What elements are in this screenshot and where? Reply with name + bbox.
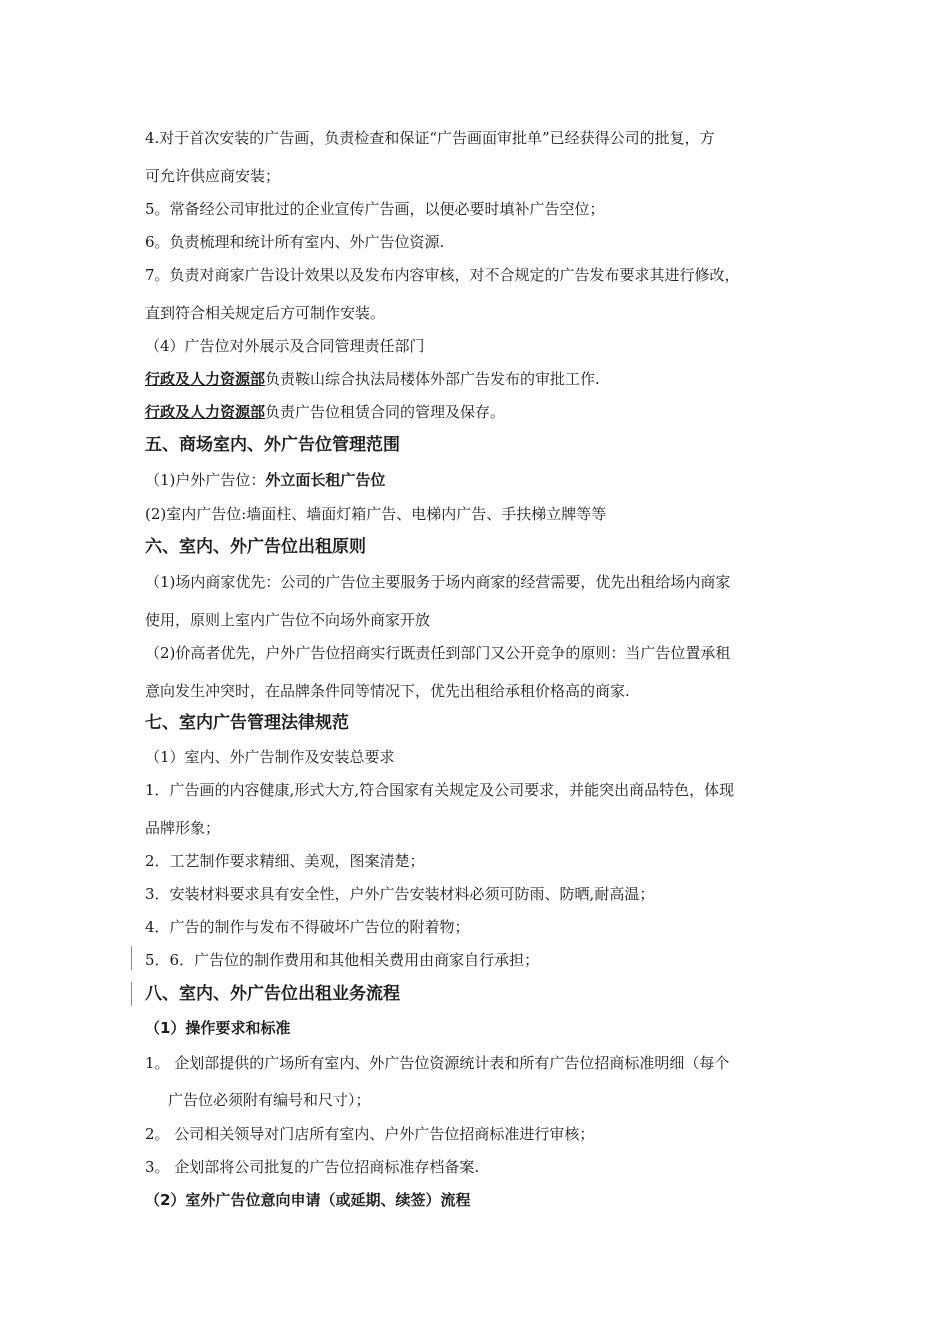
text-line: 可允许供应商安装；	[145, 167, 281, 185]
text-line: 直到符合相关规定后方可制作安装。	[145, 304, 386, 322]
change-bar	[131, 946, 132, 970]
text-line: 3．安装材料要求具有安全性，户外广告安装材料必须可防雨、防晒,耐高温；	[145, 885, 655, 903]
text-line: 3。 企划部将公司批复的广告位招商标准存档备案.	[145, 1158, 480, 1176]
section-heading: 七、室内广告管理法律规范	[145, 713, 349, 733]
text-line: 4．广告的制作与发布不得破坏广告位的附着物；	[145, 918, 470, 936]
text-line: 7。负责对商家广告设计效果以及发布内容审核，对不合规定的广告发布要求其进行修改，	[145, 266, 740, 284]
text-line: 1．广告画的内容健康,形式大方,符合国家有关规定及公司要求，并能突出商品特色，体现	[145, 781, 735, 799]
department-name: 行政及人力资源部	[145, 370, 266, 388]
text-line: 5。常备经公司审批过的企业宣传广告画，以便必要时填补广告空位；	[145, 200, 605, 218]
text-line: 2。 公司相关领导对门店所有室内、户外广告位招商标准进行审核；	[145, 1125, 595, 1143]
text-line: 意向发生冲突时，在品牌条件同等情况下，优先出租给承租价格高的商家.	[145, 682, 630, 700]
text-line: 1。 企划部提供的广场所有室内、外广告位资源统计表和所有广告位招商标准明细（每个	[145, 1054, 730, 1072]
text-line	[145, 402, 505, 422]
text-line: 6。负责梳理和统计所有室内、外广告位资源.	[145, 233, 445, 251]
text-line: （2)价高者优先，户外广告位招商实行既责任到部门又公开竞争的原则：当广告位置承租	[145, 644, 731, 662]
text-bold: 外立面长租广告位	[265, 471, 386, 489]
text-line	[145, 369, 600, 389]
text-line: 5．6．广告位的制作费用和其他相关费用由商家自行承担；	[145, 951, 540, 969]
section-heading: 八、室内、外广告位出租业务流程	[145, 984, 400, 1004]
subsection-label: （2）室外广告位意向申请（或延期、续签）流程	[145, 1191, 471, 1209]
section-heading: 六、室内、外广告位出租原则	[145, 537, 366, 557]
text-segment: （1)户外广告位：	[145, 471, 266, 489]
subsection-label: （4）广告位对外展示及合同管理责任部门	[145, 337, 425, 355]
department-name: 行政及人力资源部	[145, 403, 266, 421]
text-segment: 负责鞍山综合执法局楼体外部广告发布的审批工作.	[265, 370, 600, 388]
subsection-label: （1）室内、外广告制作及安装总要求	[145, 748, 395, 766]
text-line: 品牌形象；	[145, 819, 221, 837]
subsection-label: （1）操作要求和标准	[145, 1019, 291, 1037]
change-bar	[131, 982, 132, 1006]
text-line: 广告位必须附有编号和尺寸）；	[168, 1091, 371, 1109]
text-line: 4.对于首次安装的广告画，负责检查和保证“广告画面审批单”已经获得公司的批复，方	[145, 129, 715, 147]
text-line: 2．工艺制作要求精细、美观，图案清楚；	[145, 852, 425, 870]
text-segment: 负责广告位租赁合同的管理及保存。	[265, 403, 506, 421]
text-line: （1)场内商家优先：公司的广告位主要服务于场内商家的经营需要，优先出租给场内商家	[145, 573, 731, 591]
text-line: (2)室内广告位:墙面柱、墙面灯箱广告、电梯内广告、手扶梯立牌等等	[145, 505, 607, 523]
section-heading: 五、商场室内、外广告位管理范围	[145, 435, 400, 455]
text-line: 使用，原则上室内广告位不向场外商家开放	[145, 611, 431, 629]
text-line	[145, 470, 385, 490]
